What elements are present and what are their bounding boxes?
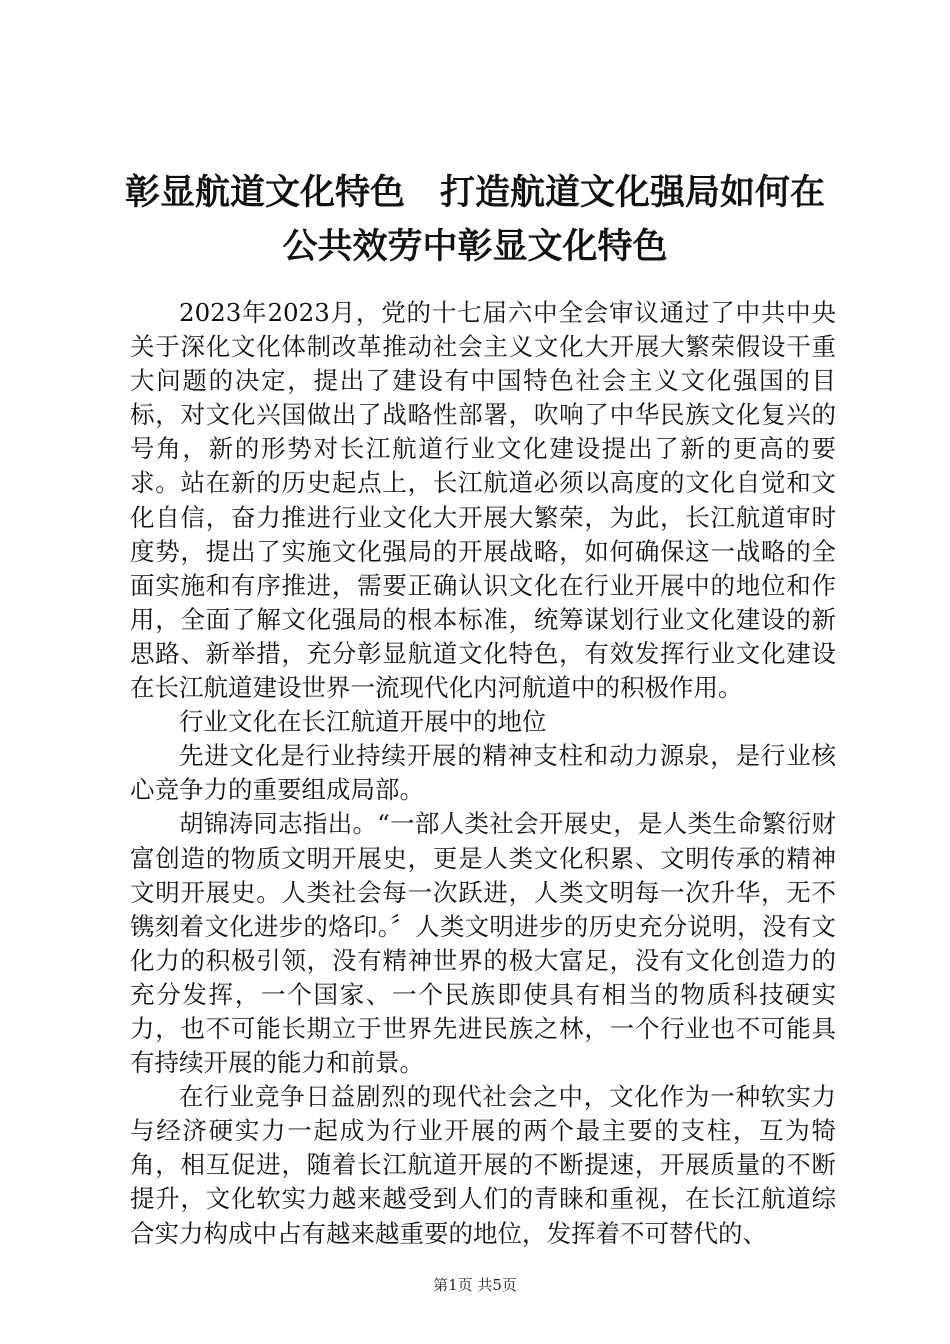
section-heading: 行业文化在长江航道开展中的地位 — [179, 707, 547, 737]
paragraph-quote: 胡锦涛同志指出。“一部人类社会开展史，是人类生命繁衍财富创造的物质文明开展史，更是人类文化积累、文明传承的精神文明开展史。人类社会每一次跃进，人类文明每一次升华，无不镌刻着文化进步的烙印。〞人类文明进步的历史充分说明，没有文化力的积极引领，没有精神世界的极大富足，没有文化创造力的充分发挥，一个国家、一个民族即使具有相当的物质科技硬实力，也不可能长期立于世界先进民族之林，一个行业也不可能具有持续开展的能力和前景。 — [130, 809, 836, 1078]
paragraph-intro: 2023年2023月，党的十七届六中全会审议通过了中共中央关于深化文化体制改革推动社会主义文化大开展大繁荣假设干重大问题的决定，提出了建设有中国特色社会主义文化强国的目标，对文化兴国做出了战略性部署，吹响了中华民族文化复兴的号角，新的形势对长江航道行业文化建设提出了新的更高的要求。站在新的历史起点上，长江航道必须以高度的文化自觉和文化自信，奋力推进行业文化大开展大繁荣，为此，长江航道审时度势，提出了实施文化强局的开展战略，如何确保这一战略的全面实施和有序推进，需要正确认识文化在行业开展中的地位和作用，全面了解文化强局的根本标准，统筹谋划行业文化建设的新思路、新举措，充分彰显航道文化特色，有效发挥行业文化建设在长江航道建设世界一流现代化内河航道中的积极作用。 — [130, 298, 836, 703]
paragraph: 在行业竞争日益剧烈的现代社会之中，文化作为一种软实力与经济硬实力一起成为行业开展的两个最主要的支柱，互为犄角，相互促进，随着长江航道开展的不断提速，开展质量的不断提升，文化软实力越来越受到人们的青睐和重视，在长江航道综合实力构成中占有越来越重要的地位，发挥着不可替代的、 — [130, 1082, 836, 1248]
document-title-line-1: 彰显航道文化特色 打造航道文化强局如何在 — [124, 173, 825, 213]
page-footer: 第1页 共5页 — [433, 1276, 517, 1294]
document-title-line-2: 公共效劳中彰显文化特色 — [282, 227, 668, 267]
paragraph: 先进文化是行业持续开展的精神支柱和动力源泉，是行业核心竞争力的重要组成局部。 — [130, 741, 836, 805]
document-body — [130, 296, 836, 1251]
